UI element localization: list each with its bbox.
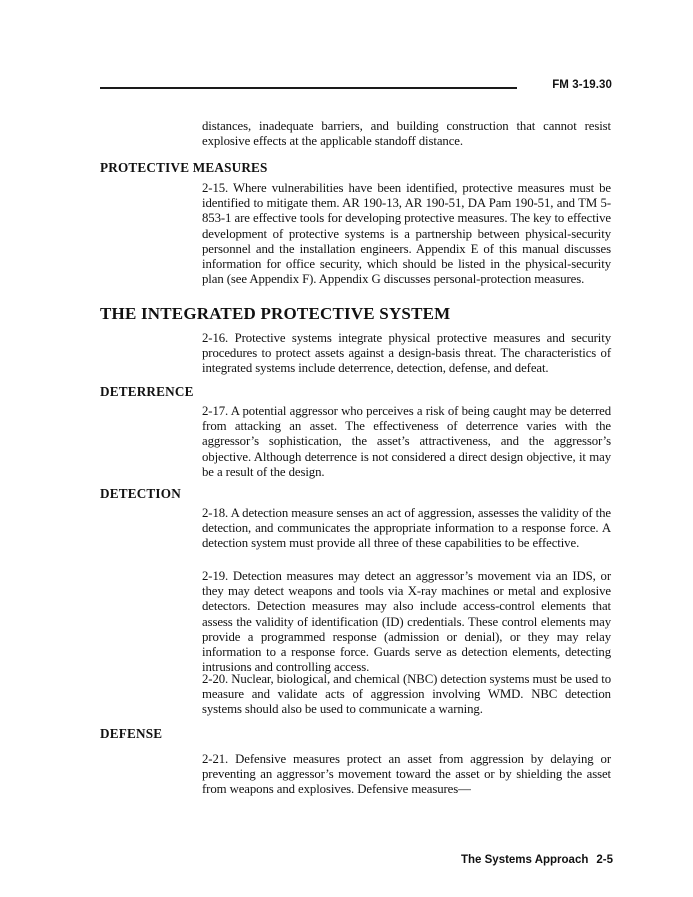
paragraph-2-20: 2-20. Nuclear, biological, and chemical (NBC) detection systems must be used to measure and validate acts of aggression involving WMD. NBC detection systems should also be used to communicate a warning. xyxy=(202,672,611,717)
footer-page-number: 2-5 xyxy=(596,854,613,866)
paragraph-2-17: 2-17. A potential aggressor who perceives a risk of being caught may be deterred from attacking an asset. The effectiveness of deterrence varies with the aggressor’s sophistication, the asset’s attractiveness, and the aggressor’s objective. Although deterrence is not considered a direct design objective, it may be a result of the design. xyxy=(202,404,611,479)
header-rule xyxy=(100,87,517,89)
heading-detection: DETECTION xyxy=(100,486,181,501)
paragraph-standoff-continuation: distances, inadequate barriers, and building construction that cannot resist explosive effects at the applicable standoff distance. xyxy=(202,119,611,149)
paragraph-2-16: 2-16. Protective systems integrate physical protective measures and security procedures to protect assets against a design-basis threat. The characteristics of integrated systems include deterrence, detection, defense, and defeat. xyxy=(202,331,611,376)
heading-defense: DEFENSE xyxy=(100,726,163,741)
header-doc-number: FM 3-19.30 xyxy=(552,79,612,91)
paragraph-2-18: 2-18. A detection measure senses an act of aggression, assesses the validity of the detection, and communicates the appropriate information to a response force. A detection system must provide all three of these capabilities to be effective. xyxy=(202,506,611,551)
heading-deterrence: DETERRENCE xyxy=(100,384,194,399)
paragraph-2-19: 2-19. Detection measures may detect an aggressor’s movement via an IDS, or they may detect weapons and tools via X-ray machines or metal and explosive detectors. Detection measures may also include access-control elements that assess the validity of identification (ID) credentials. These control elements may provide a programmed response (admission or denial), or they may relay information to a response force. Guards serve as detection elements, detecting intrusions and controlling access. xyxy=(202,569,611,675)
paragraph-2-21: 2-21. Defensive measures protect an asset from aggression by delaying or preventing an aggressor’s movement toward the asset or by shielding the asset from weapons and explosives. Defensive measures— xyxy=(202,752,611,797)
footer-section-title: The Systems Approach xyxy=(460,854,589,866)
heading-protective-measures: PROTECTIVE MEASURES xyxy=(100,160,268,175)
heading-integrated-protective-system: THE INTEGRATED PROTECTIVE SYSTEM xyxy=(100,304,451,323)
paragraph-2-15: 2-15. Where vulnerabilities have been identified, protective measures must be identified to mitigate them. AR 190-13, AR 190-51, DA Pam 190-51, and TM 5-853-1 are effective tools for developing protective measures. The key to effective development of protective systems is a partnership between physical-security personnel and the installation engineers. Appendix E of this manual discusses information for office security, which should be listed in the physical-security plan (see Appendix F). Appendix G discusses personal-protection measures. xyxy=(202,181,611,287)
footer xyxy=(461,854,613,866)
